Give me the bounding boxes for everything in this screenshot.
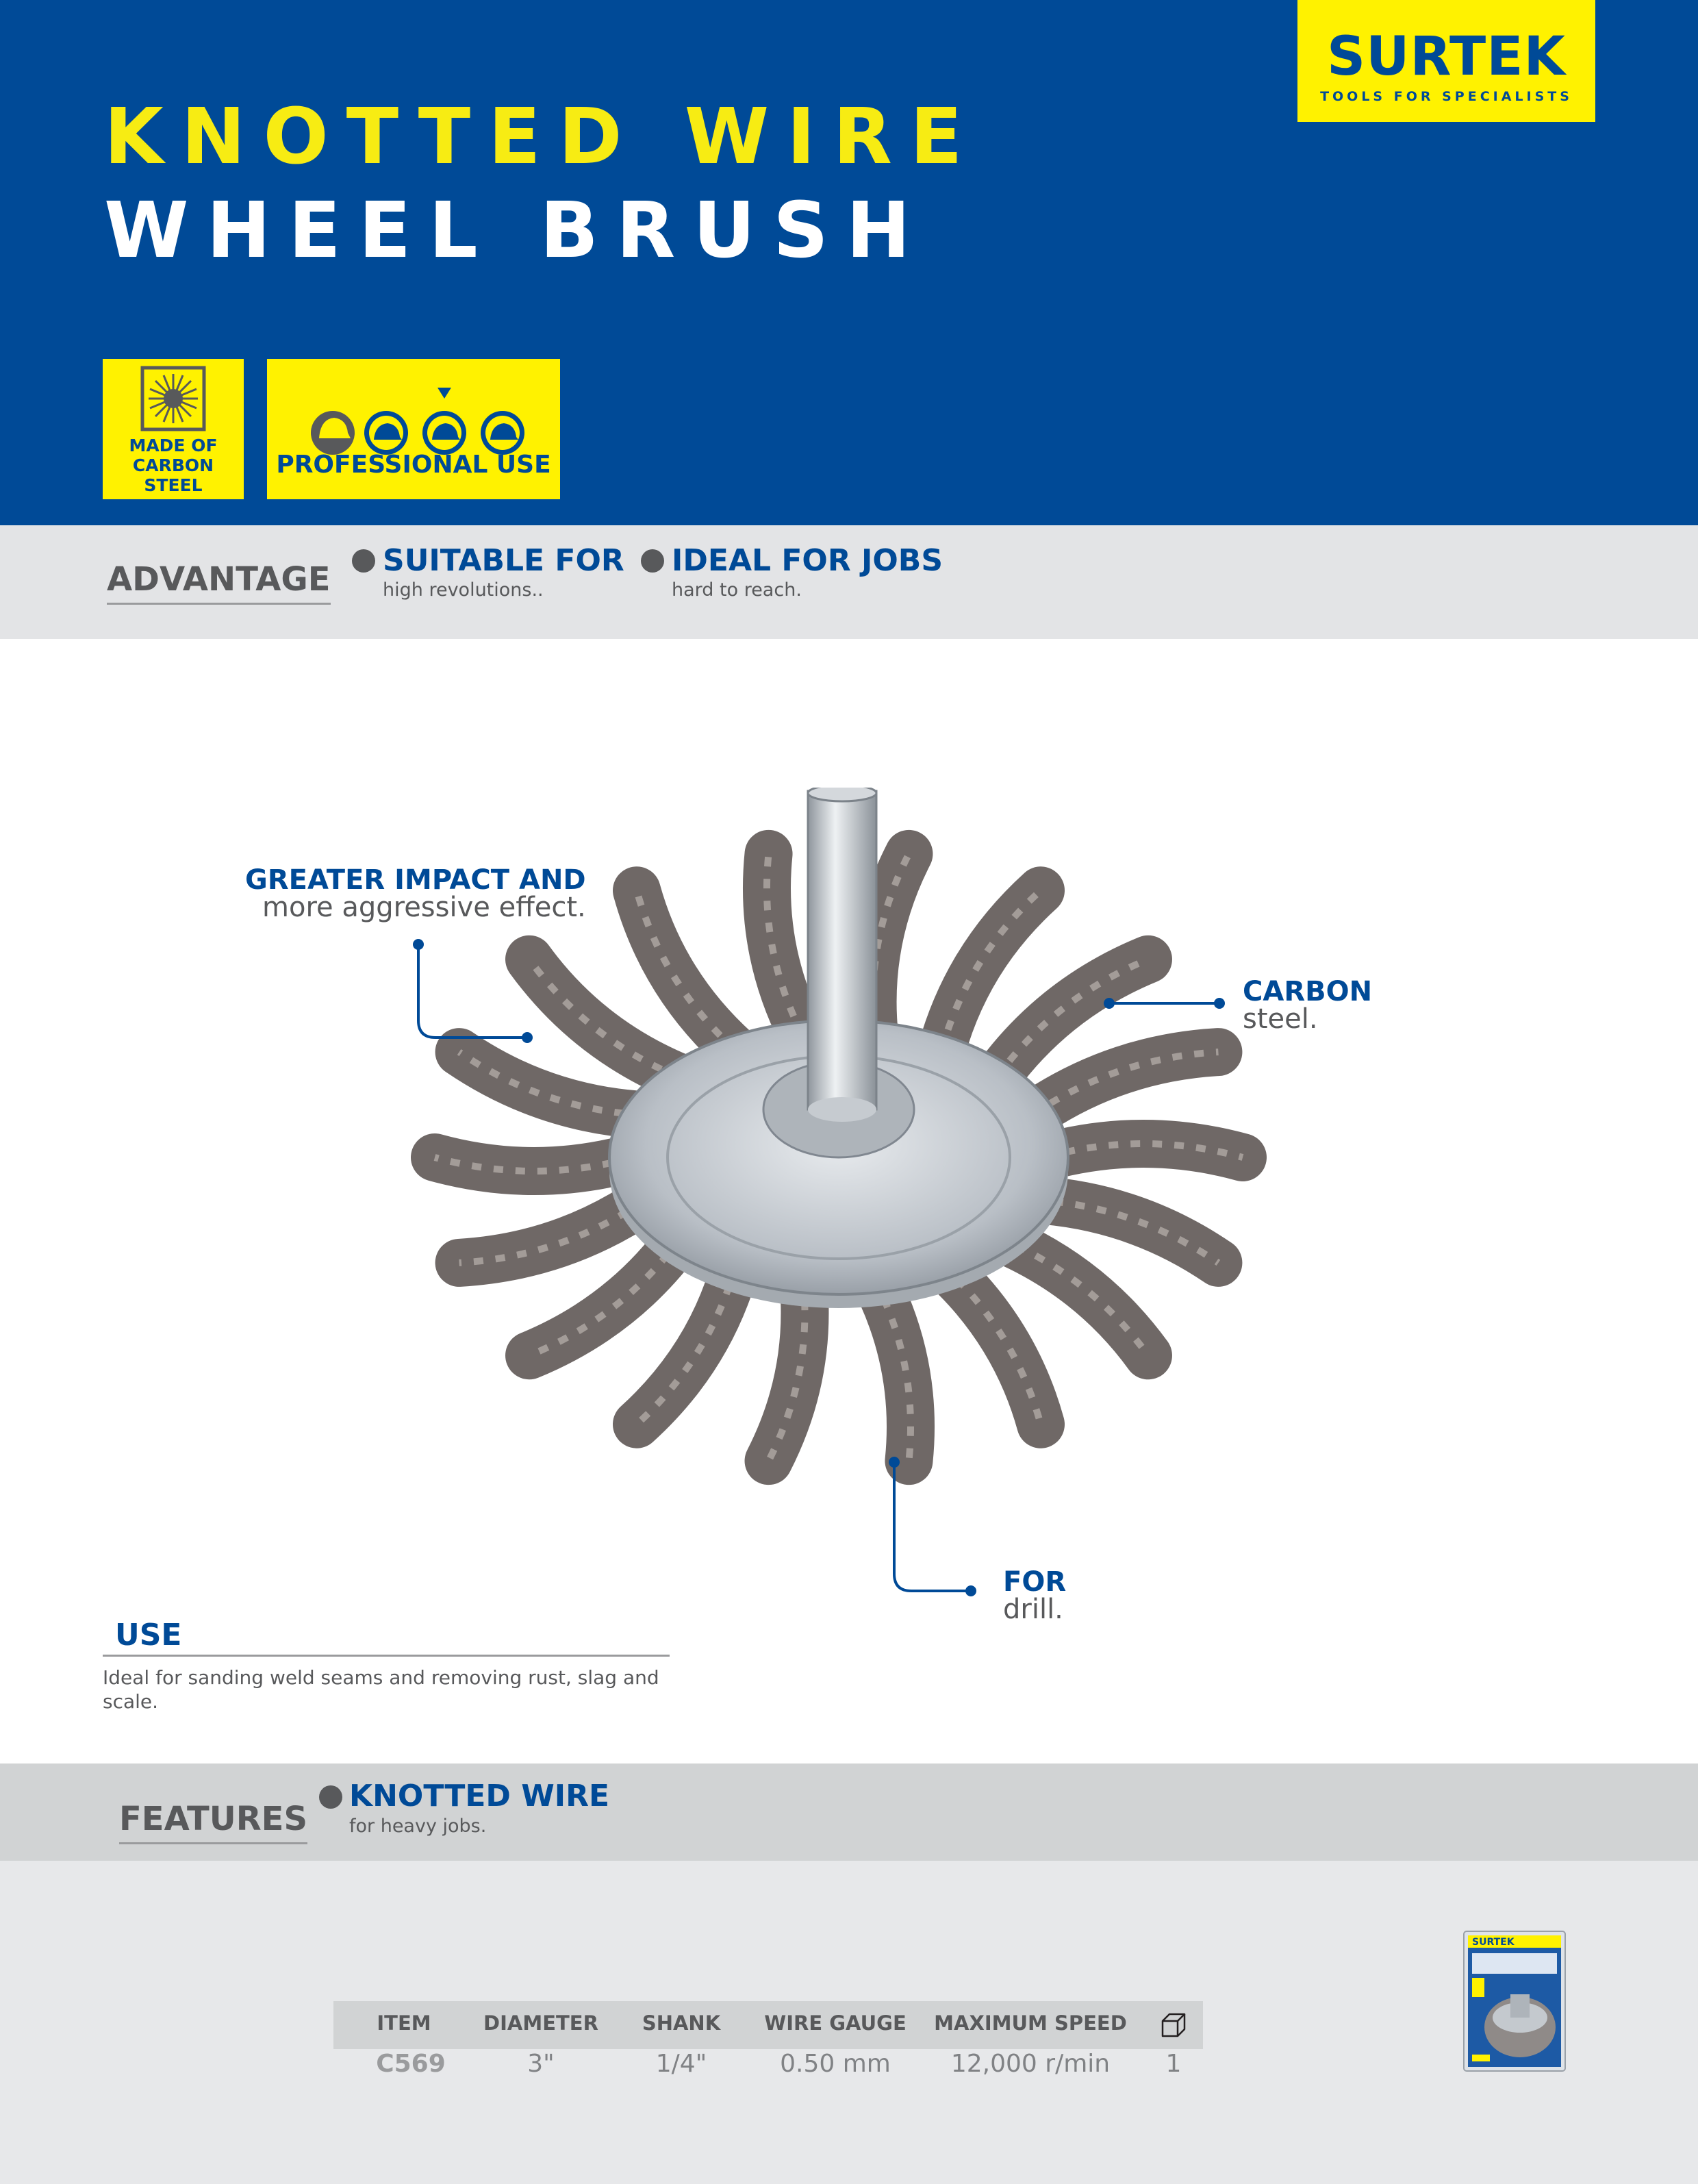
advantage-item-sub: high revolutions.. <box>383 579 544 601</box>
advantage-item-sub: hard to reach. <box>672 579 802 601</box>
product-title-line1: KNOTTED WIRE <box>104 92 980 181</box>
spec-diameter-value: 3" <box>527 2050 555 2078</box>
usage-level-icons <box>305 385 524 460</box>
product-package-image <box>1462 1930 1567 2072</box>
brand-name: SURTEK <box>1326 26 1566 88</box>
advantage-label: ADVANTAGE <box>107 560 331 605</box>
use-description: Ideal for sanding weld seams and removing rust, slag and scale. <box>103 1666 659 1713</box>
box-icon <box>1160 2011 1187 2039</box>
callout-impact-title: GREATER IMPACT AND <box>245 864 586 896</box>
features-item-sub: for heavy jobs. <box>349 1816 487 1837</box>
callout-drill-title: FOR <box>1003 1566 1067 1598</box>
carbon-steel-label: MADE OF CARBON STEEL <box>129 436 218 495</box>
features-label: FEATURES <box>119 1800 307 1844</box>
spec-header-max-speed: MAXIMUM SPEED <box>934 2011 1127 2035</box>
advantage-item-title: SUITABLE FOR <box>383 543 624 578</box>
carbon-steel-badge <box>103 359 244 499</box>
professional-use-badge <box>267 359 560 499</box>
header-banner <box>0 0 1698 525</box>
callout-drill-sub: drill. <box>1003 1594 1063 1625</box>
advantage-bullet <box>641 549 664 573</box>
product-title-line2: WHEEL BRUSH <box>104 186 928 275</box>
spec-header-wire-gauge: WIRE GAUGE <box>764 2011 907 2035</box>
callout-impact-sub: more aggressive effect. <box>262 892 586 923</box>
spec-header-item: ITEM <box>377 2011 431 2035</box>
professional-use-label: PROFESSIONAL USE <box>276 451 551 479</box>
wire-tuft <box>459 1200 646 1263</box>
callout-carbon-title: CARBON <box>1243 976 1373 1007</box>
spec-header-diameter: DIAMETER <box>483 2011 598 2035</box>
wire-tuft <box>637 890 736 1051</box>
features-item-title: KNOTTED WIRE <box>349 1779 610 1813</box>
wire-tuft <box>1032 1052 1219 1115</box>
brand-tagline: TOOLS FOR SPECIALISTS <box>1320 89 1573 104</box>
carbon-steel-icon <box>140 366 206 431</box>
callout-carbon-sub: steel. <box>1243 1003 1318 1035</box>
advantage-bullet <box>352 549 375 573</box>
spec-item-code: C569 <box>376 2050 446 2078</box>
use-divider <box>103 1655 670 1657</box>
features-bullet <box>319 1785 342 1809</box>
spec-wire-gauge-value: 0.50 mm <box>780 2050 891 2078</box>
use-title: USE <box>115 1618 182 1653</box>
spec-shank-value: 1/4" <box>655 2050 707 2078</box>
spec-pack-qty: 1 <box>1165 2050 1182 2078</box>
package-brand: SURTEK <box>1472 1937 1515 1948</box>
spec-header-shank: SHANK <box>642 2011 721 2035</box>
brand-logo <box>1297 0 1595 122</box>
advantage-item-title: IDEAL FOR JOBS <box>672 543 943 578</box>
spec-max-speed-value: 12,000 r/min <box>950 2050 1111 2078</box>
